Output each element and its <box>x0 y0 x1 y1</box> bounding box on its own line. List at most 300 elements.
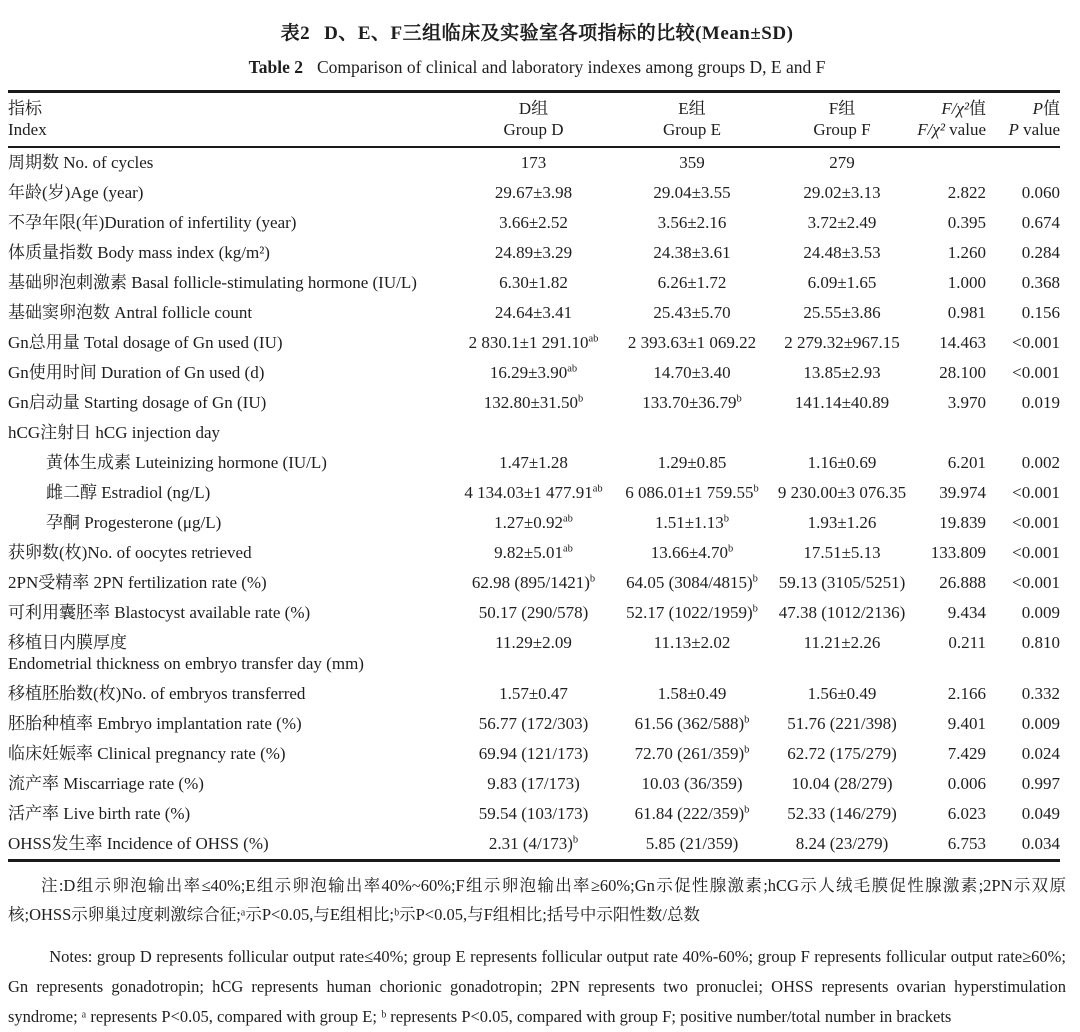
row-label: 2PN受精率 2PN fertilization rate (%) <box>8 573 267 592</box>
header-group-d-en: Group D <box>503 120 564 139</box>
value-cell-e <box>616 418 768 448</box>
value-cell-e <box>616 238 768 268</box>
value-cell-d <box>451 478 616 508</box>
note-en: Notes: group D represents follicular output rate≤40%; group E represents follicular output rate 40%-60%; group F represents follicular output rate≥60%; Gn represents gonadotropin; hCG represents human chorionic gonadotropin; 2PN represents two pronuclei; OHSS represents ovarian hyperstimulation syndrome; ᵃ represents P<0.05, compared with group E; ᵇ represents P<0.05, compared with group F; positive number/total number in brackets <box>8 947 1066 1026</box>
value-cell-fv <box>916 508 986 538</box>
table-row <box>8 178 1060 208</box>
value-cell-fv <box>916 568 986 598</box>
value-cell-e <box>616 568 768 598</box>
table-row <box>8 568 1060 598</box>
table-title-zh <box>8 18 1066 45</box>
significance-superscript: b <box>744 714 750 726</box>
cell-value: 9.83 (17/173) <box>487 774 580 793</box>
cell-value: 133.809 <box>930 543 986 562</box>
cell-value: 2.166 <box>947 684 986 703</box>
value-cell-fv <box>916 238 986 268</box>
row-label-cell <box>8 208 451 238</box>
value-cell-f <box>768 328 916 358</box>
value-cell-e <box>616 208 768 238</box>
cell-value: 0.019 <box>1021 393 1060 412</box>
cell-value: 0.009 <box>1021 603 1060 622</box>
row-label-cell <box>8 298 451 328</box>
cell-value: 56.77 (172/303) <box>478 714 589 733</box>
cell-value: 141.14±40.89 <box>794 393 890 412</box>
cell-value: 0.006 <box>947 774 986 793</box>
cell-value: 10.04 (28/279) <box>791 774 893 793</box>
cell-value: 2.822 <box>947 183 986 202</box>
cell-value: 47.38 (1012/2136) <box>778 603 906 622</box>
value-cell-fv <box>916 328 986 358</box>
row-label: 移植胚胎数(枚)No. of embryos transferred <box>8 684 306 703</box>
value-cell-e <box>616 388 768 418</box>
value-cell-d <box>451 238 616 268</box>
row-label-cell <box>8 679 451 709</box>
value-cell-f <box>768 739 916 769</box>
table-title-en-text: Comparison of clinical and laboratory indexes among groups D, E and F <box>316 57 826 77</box>
value-cell-f <box>768 478 916 508</box>
cell-value: 11.13±2.02 <box>653 633 731 652</box>
cell-value: 4 134.03±1 477.91 <box>464 483 593 502</box>
row-label: 获卵数(枚)No. of oocytes retrieved <box>8 543 252 562</box>
row-label-en-line2: Endometrial thickness on embryo transfer day (mm) <box>8 654 364 673</box>
cell-value: 3.56±2.16 <box>657 213 727 232</box>
value-cell-p <box>986 418 1060 448</box>
row-label: hCG注射日 hCG injection day <box>8 423 221 442</box>
value-cell-p <box>986 799 1060 829</box>
table-row <box>8 448 1060 478</box>
row-label-cell <box>8 388 451 418</box>
cell-value: <0.001 <box>1012 363 1060 382</box>
row-label: 黄体生成素 Luteinizing hormone (IU/L) <box>46 453 327 472</box>
value-cell-p <box>986 268 1060 298</box>
header-row <box>8 92 1060 148</box>
header-group-e-zh: E组 <box>678 99 706 118</box>
header-group-e <box>616 92 768 148</box>
value-cell-d <box>451 769 616 799</box>
value-cell-fv <box>916 478 986 508</box>
cell-value: 64.05 (3084/4815) <box>626 573 753 592</box>
value-cell-f <box>768 769 916 799</box>
cell-value: 1.58±0.49 <box>657 684 727 703</box>
significance-superscript: b <box>736 393 742 405</box>
significance-superscript: ab <box>567 363 578 375</box>
cell-value: 1.56±0.49 <box>807 684 877 703</box>
cell-value: 0.368 <box>1021 273 1060 292</box>
cell-value: 24.89±3.29 <box>494 243 573 262</box>
cell-value: 50.17 (290/578) <box>478 603 589 622</box>
cell-value: 0.211 <box>948 633 986 652</box>
value-cell-p <box>986 448 1060 478</box>
value-cell-f <box>768 358 916 388</box>
cell-value: 59.54 (103/173) <box>478 804 589 823</box>
value-cell-p <box>986 238 1060 268</box>
value-cell-e <box>616 268 768 298</box>
cell-value: 0.810 <box>1021 633 1060 652</box>
cell-value: 29.02±3.13 <box>803 183 881 202</box>
table-row <box>8 709 1060 739</box>
cell-value: 2.31 (4/173) <box>488 834 573 853</box>
cell-value: 1.51±1.13 <box>654 513 724 532</box>
value-cell-d <box>451 568 616 598</box>
cell-value: 10.03 (36/359) <box>641 774 743 793</box>
cell-value: 133.70±36.79 <box>642 393 737 412</box>
header-group-d-zh: D组 <box>518 99 549 118</box>
row-label: 不孕年限(年)Duration of infertility (year) <box>8 213 297 232</box>
cell-value: 0.060 <box>1021 183 1060 202</box>
value-cell-p <box>986 679 1060 709</box>
value-cell-fv <box>916 358 986 388</box>
header-index-en: Index <box>8 120 47 139</box>
row-label-cell <box>8 238 451 268</box>
header-index-zh: 指标 <box>8 99 42 118</box>
cell-value: 6.30±1.82 <box>499 273 568 292</box>
header-f-chi-value <box>916 92 986 148</box>
value-cell-f <box>768 628 916 679</box>
significance-superscript: b <box>572 834 579 846</box>
significance-superscript: ab <box>592 483 603 495</box>
table-body <box>8 147 1060 861</box>
value-cell-fv <box>916 598 986 628</box>
value-cell-fv <box>916 208 986 238</box>
value-cell-p <box>986 508 1060 538</box>
significance-superscript: b <box>578 393 584 405</box>
value-cell-fv <box>916 628 986 679</box>
value-cell-p <box>986 178 1060 208</box>
value-cell-fv <box>916 147 986 178</box>
row-label: 移植日内膜厚度 <box>8 633 127 652</box>
cell-value: 6.753 <box>947 834 986 853</box>
cell-value: 6.201 <box>947 453 986 472</box>
cell-value: <0.001 <box>1012 543 1060 562</box>
row-label: 周期数 No. of cycles <box>8 153 154 172</box>
value-cell-p <box>986 568 1060 598</box>
significance-superscript: b <box>744 804 750 816</box>
value-cell-d <box>451 178 616 208</box>
row-label: 临床妊娠率 Clinical pregnancy rate (%) <box>8 744 286 763</box>
significance-superscript: b <box>744 744 750 756</box>
value-cell-f <box>768 448 916 478</box>
value-cell-fv <box>916 829 986 861</box>
row-label-cell <box>8 829 451 861</box>
cell-value: 11.21±2.26 <box>803 633 881 652</box>
value-cell-p <box>986 358 1060 388</box>
table-row <box>8 478 1060 508</box>
table-number-zh: 表2 <box>280 23 311 44</box>
value-cell-p <box>986 208 1060 238</box>
significance-superscript: b <box>752 573 758 585</box>
value-cell-fv <box>916 388 986 418</box>
value-cell-d <box>451 829 616 861</box>
header-group-e-en: Group E <box>662 120 722 139</box>
table-row <box>8 628 1060 679</box>
cell-value: 13.85±2.93 <box>803 363 881 382</box>
table-row <box>8 268 1060 298</box>
table-row <box>8 208 1060 238</box>
cell-value: 29.04±3.55 <box>653 183 731 202</box>
cell-value: 24.38±3.61 <box>653 243 731 262</box>
row-label: 流产率 Miscarriage rate (%) <box>8 774 204 793</box>
cell-value: 6.26±1.72 <box>657 273 727 292</box>
value-cell-d <box>451 328 616 358</box>
value-cell-p <box>986 298 1060 328</box>
cell-value: 14.463 <box>939 333 986 352</box>
table-row <box>8 298 1060 328</box>
value-cell-d <box>451 598 616 628</box>
cell-value: <0.001 <box>1012 513 1060 532</box>
header-index <box>8 92 451 148</box>
cell-value: 9 230.00±3 076.35 <box>777 483 907 502</box>
cell-value: <0.001 <box>1012 573 1060 592</box>
cell-value: 0.034 <box>1021 834 1060 853</box>
significance-superscript: b <box>728 543 734 555</box>
value-cell-e <box>616 298 768 328</box>
value-cell-e <box>616 829 768 861</box>
table-row <box>8 388 1060 418</box>
value-cell-d <box>451 448 616 478</box>
value-cell-d <box>451 799 616 829</box>
value-cell-d <box>451 298 616 328</box>
p-en-word: value <box>1023 120 1060 139</box>
value-cell-p <box>986 147 1060 178</box>
table-title-en <box>8 57 1066 78</box>
table-header <box>8 92 1060 148</box>
value-cell-d <box>451 418 616 448</box>
cell-value: 0.024 <box>1021 744 1060 763</box>
value-cell-p <box>986 328 1060 358</box>
value-cell-fv <box>916 739 986 769</box>
cell-value: 14.70±3.40 <box>653 363 731 382</box>
cell-value: 1.16±0.69 <box>807 453 877 472</box>
value-cell-e <box>616 628 768 679</box>
value-cell-f <box>768 418 916 448</box>
value-cell-d <box>451 358 616 388</box>
p-symbol: P <box>1032 99 1043 118</box>
value-cell-e <box>616 328 768 358</box>
value-cell-f <box>768 799 916 829</box>
cell-value: 9.82±5.01 <box>494 543 563 562</box>
value-cell-d <box>451 628 616 679</box>
row-label-cell <box>8 739 451 769</box>
cell-value: 52.17 (1022/1959) <box>626 603 753 622</box>
cell-value: 1.000 <box>947 273 986 292</box>
cell-value: 19.839 <box>939 513 986 532</box>
value-cell-f <box>768 147 916 178</box>
value-cell-fv <box>916 448 986 478</box>
cell-value: 61.84 (222/359) <box>634 804 745 823</box>
cell-value: 1.27±0.92 <box>494 513 563 532</box>
table-row <box>8 799 1060 829</box>
row-label: 体质量指数 Body mass index (kg/m²) <box>8 243 270 262</box>
significance-superscript: ab <box>562 543 573 555</box>
value-cell-fv <box>916 418 986 448</box>
value-cell-f <box>768 388 916 418</box>
significance-superscript: b <box>753 483 759 495</box>
row-label: 活产率 Live birth rate (%) <box>8 804 191 823</box>
value-cell-p <box>986 769 1060 799</box>
cell-value: <0.001 <box>1012 483 1060 502</box>
table-number-en: Table 2 <box>248 57 303 77</box>
row-label: 基础窦卵泡数 Antral follicle count <box>8 303 253 322</box>
value-cell-f <box>768 709 916 739</box>
cell-value: 0.156 <box>1021 303 1060 322</box>
row-label-cell <box>8 328 451 358</box>
value-cell-p <box>986 709 1060 739</box>
cell-value: 3.72±2.49 <box>807 213 877 232</box>
header-group-f-en: Group F <box>813 120 871 139</box>
value-cell-e <box>616 448 768 478</box>
value-cell-p <box>986 628 1060 679</box>
cell-value: <0.001 <box>1012 333 1060 352</box>
value-cell-fv <box>916 298 986 328</box>
row-label-cell <box>8 769 451 799</box>
value-cell-e <box>616 679 768 709</box>
header-group-f <box>768 92 916 148</box>
row-label: 年龄(岁)Age (year) <box>8 183 144 202</box>
value-cell-d <box>451 739 616 769</box>
table-row <box>8 508 1060 538</box>
cell-value: 9.401 <box>947 714 986 733</box>
value-cell-d <box>451 538 616 568</box>
cell-value: 0.009 <box>1021 714 1060 733</box>
cell-value: 3.66±2.52 <box>499 213 568 232</box>
comparison-table <box>8 90 1060 862</box>
row-label-cell <box>8 568 451 598</box>
value-cell-d <box>451 709 616 739</box>
value-cell-f <box>768 568 916 598</box>
row-label-cell <box>8 418 451 448</box>
header-group-d <box>451 92 616 148</box>
cell-value: 359 <box>679 153 705 172</box>
value-cell-fv <box>916 178 986 208</box>
cell-value: 62.72 (175/279) <box>787 744 897 763</box>
value-cell-e <box>616 358 768 388</box>
table-row <box>8 538 1060 568</box>
row-label: 孕酮 Progesterone (μg/L) <box>46 513 222 532</box>
significance-superscript: ab <box>588 333 599 345</box>
value-cell-p <box>986 538 1060 568</box>
cell-value: 0.981 <box>947 303 986 322</box>
significance-superscript: b <box>723 513 730 525</box>
value-cell-p <box>986 478 1060 508</box>
value-cell-d <box>451 508 616 538</box>
value-cell-f <box>768 268 916 298</box>
cell-value: 72.70 (261/359) <box>634 744 745 763</box>
cell-value: 25.55±3.86 <box>803 303 881 322</box>
section-row <box>8 418 1060 448</box>
cell-value: 17.51±5.13 <box>803 543 881 562</box>
table-row <box>8 769 1060 799</box>
cell-value: 2 279.32±967.15 <box>784 333 900 352</box>
value-cell-e <box>616 178 768 208</box>
cell-value: 24.64±3.41 <box>494 303 573 322</box>
f-chi-en-word: value <box>949 120 986 139</box>
row-label: Gn启动量 Starting dosage of Gn (IU) <box>8 393 267 412</box>
value-cell-f <box>768 508 916 538</box>
value-cell-fv <box>916 709 986 739</box>
value-cell-f <box>768 208 916 238</box>
cell-value: 26.888 <box>939 573 986 592</box>
value-cell-e <box>616 147 768 178</box>
row-label-cell <box>8 799 451 829</box>
row-label: 基础卵泡刺激素 Basal follicle-stimulating hormone (IU/L) <box>8 273 417 292</box>
cell-value: 1.57±0.47 <box>499 684 568 703</box>
value-cell-e <box>616 739 768 769</box>
cell-value: 132.80±31.50 <box>483 393 579 412</box>
value-cell-p <box>986 388 1060 418</box>
value-cell-f <box>768 829 916 861</box>
cell-value: 9.434 <box>947 603 986 622</box>
cell-value: 25.43±5.70 <box>653 303 731 322</box>
cell-value: 16.29±3.90 <box>489 363 568 382</box>
table-row <box>8 679 1060 709</box>
row-label-cell <box>8 628 451 679</box>
value-cell-fv <box>916 268 986 298</box>
value-cell-fv <box>916 769 986 799</box>
row-label: OHSS发生率 Incidence of OHSS (%) <box>8 834 269 853</box>
header-group-f-zh: F组 <box>828 99 856 118</box>
value-cell-d <box>451 388 616 418</box>
table-row <box>8 598 1060 628</box>
cell-value: 13.66±4.70 <box>650 543 729 562</box>
cell-value: 1.47±1.28 <box>499 453 568 472</box>
cell-value: 51.76 (221/398) <box>787 714 897 733</box>
cell-value: 11.29±2.09 <box>495 633 572 652</box>
cell-value: 69.94 (121/173) <box>478 744 589 763</box>
cell-value: 6.09±1.65 <box>807 273 877 292</box>
f-chi-zh-word: 值 <box>969 99 986 118</box>
row-label-cell <box>8 508 451 538</box>
cell-value: 279 <box>829 153 855 172</box>
cell-value: 28.100 <box>939 363 986 382</box>
cell-value: 29.67±3.98 <box>494 183 573 202</box>
cell-value: 0.332 <box>1021 684 1060 703</box>
cell-value: 7.429 <box>947 744 986 763</box>
row-label-cell <box>8 448 451 478</box>
significance-superscript: b <box>752 603 758 615</box>
cell-value: 39.974 <box>939 483 986 502</box>
value-cell-f <box>768 538 916 568</box>
significance-superscript: b <box>589 573 596 585</box>
cell-value: 0.049 <box>1021 804 1060 823</box>
p-zh-word: 值 <box>1043 99 1060 118</box>
cell-value: 5.85 (21/359) <box>645 834 739 853</box>
table-row <box>8 238 1060 268</box>
cell-value: 173 <box>520 153 547 172</box>
row-label: Gn使用时间 Duration of Gn used (d) <box>8 363 265 382</box>
p-symbol: P <box>1008 120 1019 139</box>
value-cell-e <box>616 769 768 799</box>
note-zh: 注:D组示卵泡输出率≤40%;E组示卵泡输出率40%~60%;F组示卵泡输出率≥60%;Gn示促性腺激素;hCG示人绒毛膜促性腺激素;2PN示双原核;OHSS示卵巢过度刺激综合征;ᵃ示P<0.05,与E组相比;ᵇ示P<0.05,与F组相比;括号中示阳性数/总数 <box>8 876 1066 924</box>
value-cell-e <box>616 478 768 508</box>
cell-value: 8.24 (23/279) <box>795 834 889 853</box>
row-label-cell <box>8 538 451 568</box>
cell-value: 59.13 (3105/5251) <box>778 573 906 592</box>
value-cell-fv <box>916 679 986 709</box>
value-cell-e <box>616 508 768 538</box>
row-label-cell <box>8 358 451 388</box>
cell-value: 0.002 <box>1021 453 1060 472</box>
value-cell-f <box>768 238 916 268</box>
cell-value: 6 086.01±1 759.55 <box>625 483 754 502</box>
value-cell-d <box>451 147 616 178</box>
value-cell-d <box>451 268 616 298</box>
row-label-cell <box>8 478 451 508</box>
f-chi-symbol: F/χ² <box>941 99 969 118</box>
cell-value: 1.93±1.26 <box>807 513 877 532</box>
value-cell-f <box>768 298 916 328</box>
cell-value: 52.33 (146/279) <box>787 804 897 823</box>
row-label-cell <box>8 268 451 298</box>
